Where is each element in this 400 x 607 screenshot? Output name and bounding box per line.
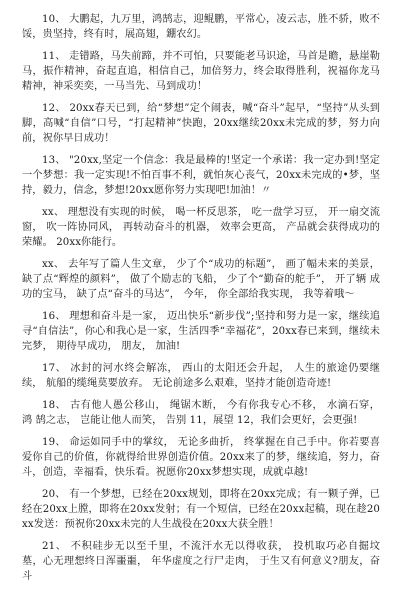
paragraph-16: 16、 理想和奋斗是一家， 迈出快乐“新步伐”;坚持和努力是一家，继续追寻“自信法”，你心和我心是一家，生活四季“幸福花”，20xx春已来到，继续未完梦， 期待早成功， 朋友， 加油! [22, 311, 380, 352]
paragraph-17: 17、 冰封的河水终会解冻， 西山的太阳还会升起， 人生的旅途仍要继续， 航船的缆绳莫要放弃。 无论前途多么艰难，坚持才能创造奇迹! [22, 363, 380, 389]
paragraph-14: xx、 理想没有实现的时候， 喝一杯反思茶， 吃一盘学习豆， 开一扇交流窗， 吹一阵协同风， 再转动奋斗的机器， 效率会更高， 产品就会获得成功的荣耀。 20xx你能行。 [22, 207, 380, 248]
paragraph-18: 18、 古有他人愚公移山， 绳锯木断， 今有你我专心不移， 水滴石穿， 鸿 鹄之志， 岂能让他人而笑， 告别 11，展望 12，我们会更好，会更强! [22, 400, 380, 426]
paragraph-19: 19、 命运如同手中的掌纹， 无论多曲折， 终掌握在自己手中。你若要喜爱你自己的价值，你就得给世界创造价值。20xx来了的梦，继续追，努力，奋斗，创造，幸福看，快乐看。祝愿你20xx梦想实现，成就卓越! [22, 437, 380, 478]
paragraph-13: 13、 "20xx,坚定一个信念：我是最棒的!坚定一个承诺：我一定办到!坚定一个梦想：我一定实现!不怕百事不利，就怕灰心丧气，20xx未完成的•梦，坚持，毅力，信念，梦想!20xx愿你努力实现吧!加油！〃 [22, 155, 380, 196]
paragraph-15: xx、 去年写了篇人生文章， 少了个“成功的标题”， 画了幅未来的美景， 缺了点“辉煌的颜料”， 做了个励志的飞船， 少了个“勤奋的舵手”， 开了辆 成功的宝马， 缺了点“奋斗的马达”， 今年， 你全部给我实现， 我等着哦～ [22, 259, 380, 300]
paragraph-20: 20、 有一个梦想，已经在20xx规划，即将在20xx完成；有一颗子弹，已经在20xx上膛，即将在20xx发射；有一个短信，已经在20xx起稿，现在趁20xx发送：预祝你20xx未完的人生战役在20xx大获全胜！ [22, 489, 380, 530]
paragraph-11: 11、 走错路，马失前蹄，并不可怕，只要能老马识途，马首是瞻，悬崖勒马，振作精神，奋起直追，相信自己，加倍努力，终会取得胜利，祝福你龙马精神，神采奕奕，一马当先、马到成功！ [22, 51, 380, 92]
paragraph-21: 21、 不积硅步无以至千里，不流汗水无以得收获， 投机取巧必自掘坟墓，心无理想终日浑噩噩， 年华虚度之行尸走肉， 于生又有何意义?朋友，奋斗 [22, 541, 380, 582]
paragraph-12: 12、 20xx春天已到，给“梦想”定个闹表，喊“奋斗”起早，“坚持”从头到脚，高喊“自信”口号，“打起精神”快跑，20xx继续20xx未完成的梦，努力向前，祝你早日成功！ [22, 103, 380, 144]
paragraph-10: 10、 大鹏起，九万里，鸿鹄志，迎鲲鹏，平常心，凌云志，胜不骄，败不馁，贵坚持，终有时，展高翅，錋农幻。 [22, 14, 380, 40]
